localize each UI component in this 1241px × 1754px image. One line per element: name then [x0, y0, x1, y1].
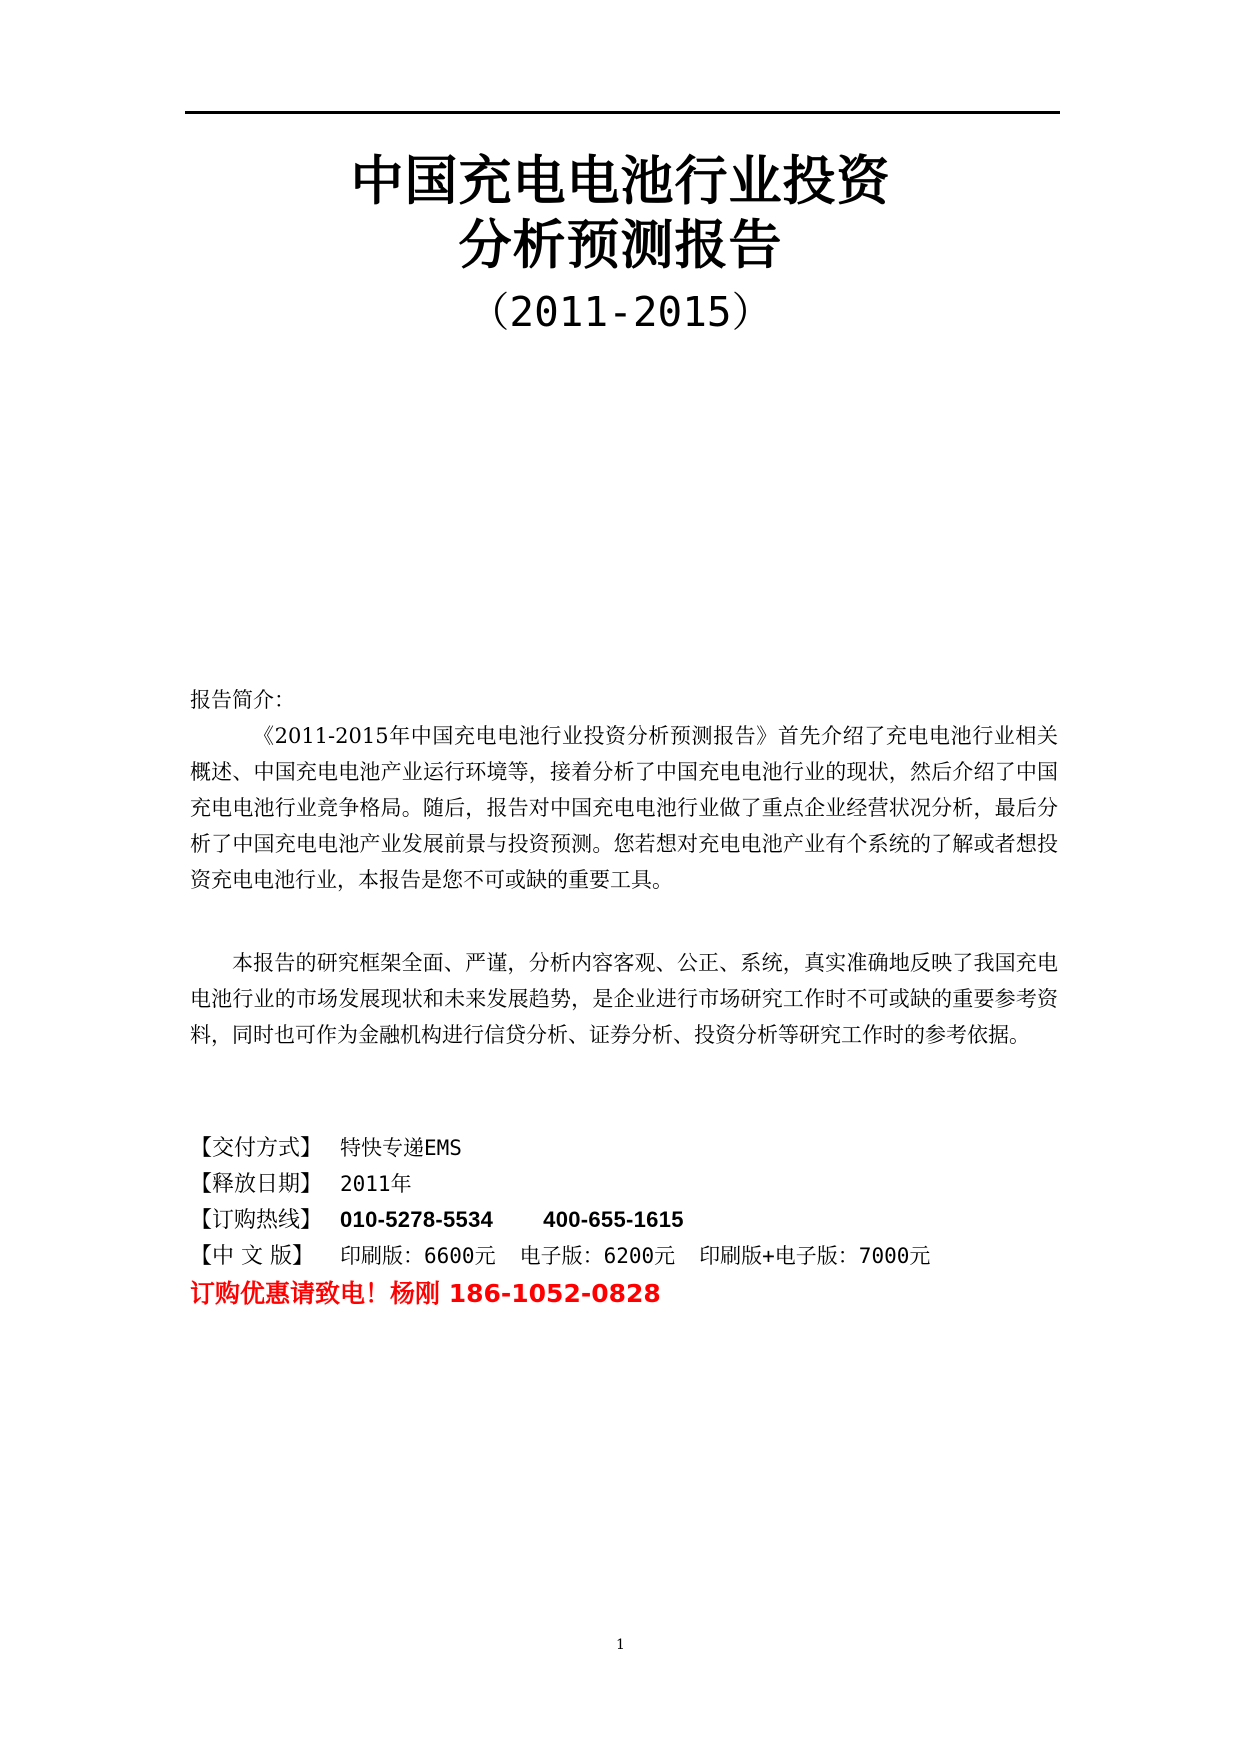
edition-label: 【中 文 版】: [190, 1244, 314, 1269]
delivery-row: [190, 1130, 1070, 1166]
title-line-1: 中国充电电池行业投资: [350, 151, 891, 212]
intro-label: 报告简介：: [190, 688, 295, 712]
release-row: [190, 1166, 1070, 1202]
intro-paragraph-2: 本报告的研究框架全面、严谨，分析内容客观、公正、系统，真实准确地反映了我国充电电池行业的市场发展现状和未来发展趋势，是企业进行市场研究工作时不可或缺的重要参考资料，同时也可作为金融机构进行信贷分析、证券分析、投资分析等研究工作时的参考依据。: [190, 951, 1058, 1047]
title-years: （2011-2015）: [468, 288, 773, 336]
hotline-phone-2: 400-655-1615: [543, 1207, 684, 1232]
release-label: 【释放日期】: [190, 1172, 323, 1197]
title-line-2: 分析预测报告: [458, 215, 783, 276]
price-electronic: 电子版：6200元: [519, 1244, 676, 1268]
price-print: 印刷版：6600元: [340, 1244, 496, 1268]
hotline-row: [190, 1202, 1070, 1238]
edition-row: [190, 1238, 1070, 1274]
hotline-phone-1: 010-5278-5534: [340, 1207, 494, 1232]
delivery-label: 【交付方式】: [190, 1136, 323, 1161]
price-bundle: 印刷版+电子版：7000元: [699, 1244, 931, 1268]
intro-paragraph-1: 《2011-2015年中国充电电池行业投资分析预测报告》首先介绍了充电电池行业相关概述、中国充电电池产业运行环境等，接着分析了中国充电电池行业的现状，然后介绍了中国充电电池行业竞争格局。随后，报告对中国充电电池行业做了重点企业经营状况分析，最后分析了中国充电电池产业发展前景与投资预测。您若想对充电电池产业有个系统的了解或者想投资充电电池行业，本报告是您不可或缺的重要工具。: [190, 724, 1058, 892]
order-info: [190, 1130, 1070, 1314]
promo-line: 订购优惠请致电！杨刚 186-1052-0828: [190, 1279, 661, 1308]
hotline-label: 【订购热线】: [190, 1208, 323, 1233]
header-rule: [185, 111, 1060, 114]
release-value: 2011年: [340, 1172, 412, 1196]
page-number: 1: [616, 1637, 625, 1653]
delivery-value: 特快专递EMS: [340, 1136, 462, 1160]
